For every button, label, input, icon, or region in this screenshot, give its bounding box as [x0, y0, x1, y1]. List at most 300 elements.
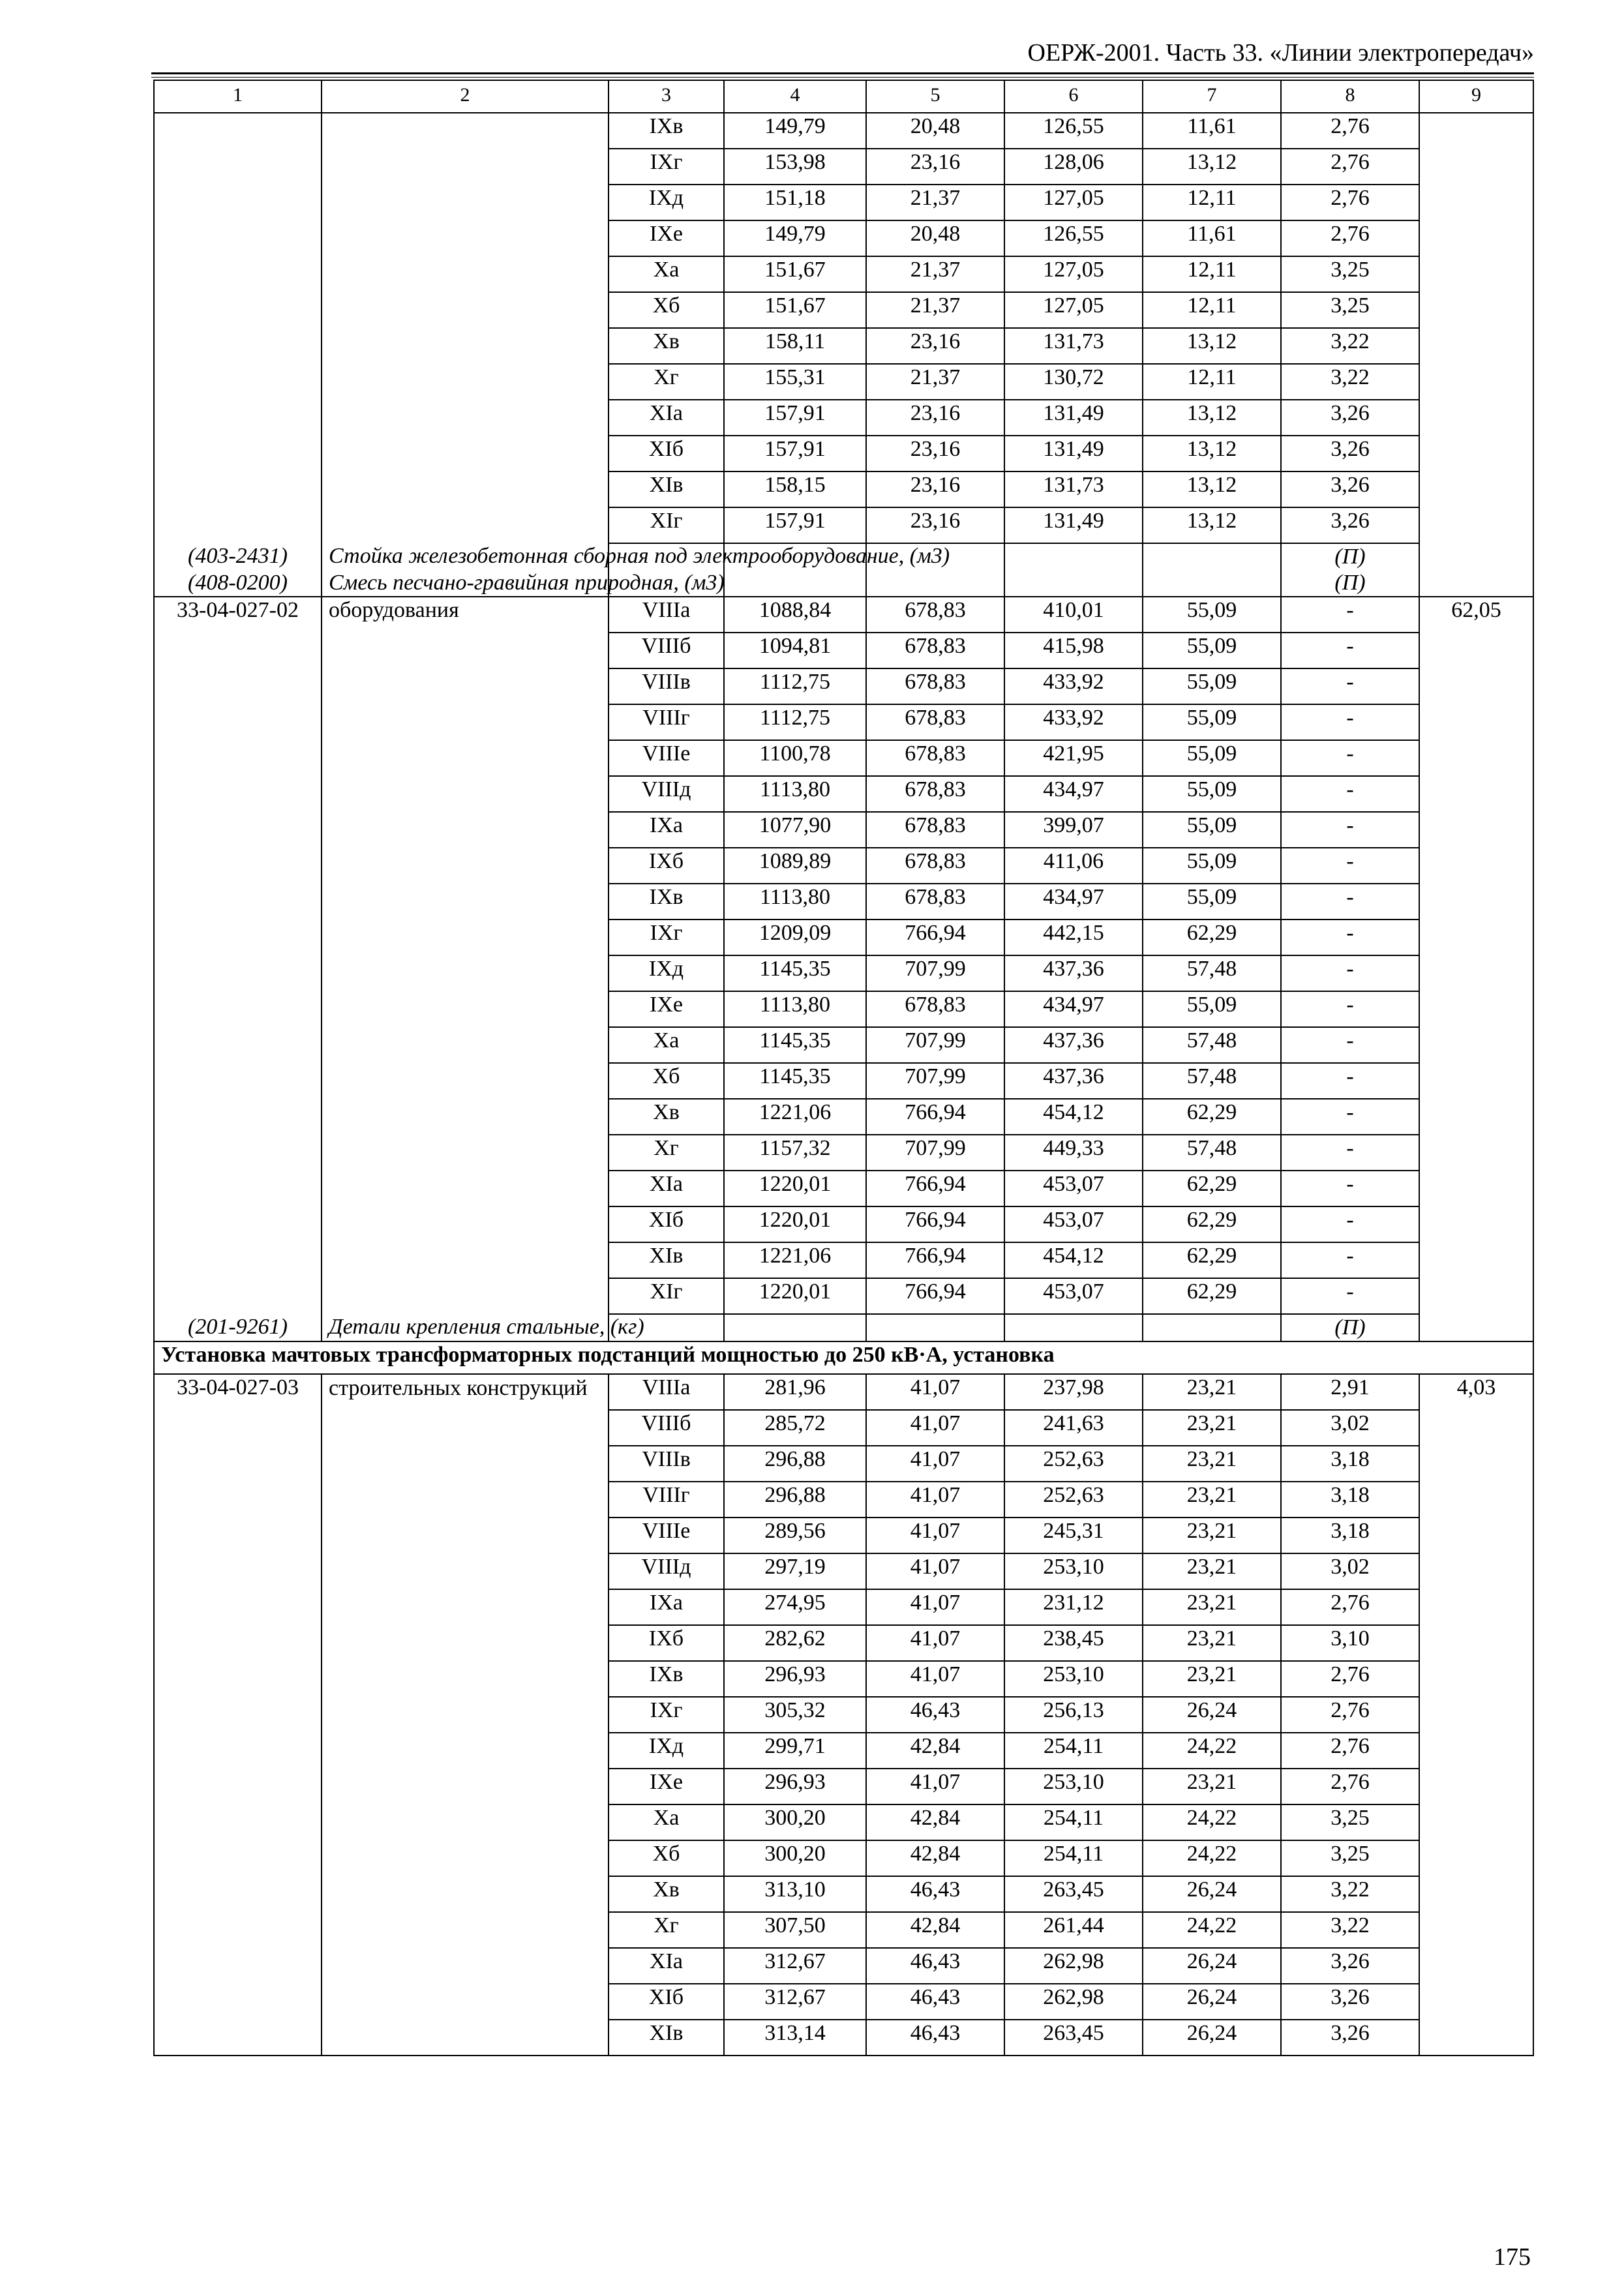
code-cell: 33-04-027-02 — [154, 597, 322, 1314]
material-cost-cell: - — [1281, 1278, 1419, 1314]
machine-cost-cell: 126,55 — [1004, 113, 1143, 149]
total-cost-cell: 300,20 — [724, 1804, 866, 1840]
wage-cost-cell: 46,43 — [866, 2020, 1004, 2056]
material-cost-cell: 3,22 — [1281, 1876, 1419, 1912]
material-cost-cell: 3,26 — [1281, 1948, 1419, 1984]
resource-name: Стойка железобетонная сборная под электрооборудование, (м3) — [322, 543, 609, 570]
resource-mark: (П) — [1281, 570, 1419, 597]
zone-code-cell: VIIIд — [609, 1553, 724, 1589]
material-cost-cell: - — [1281, 1027, 1419, 1063]
machine-cost-cell: 453,07 — [1004, 1206, 1143, 1242]
total-cost-cell: 1221,06 — [724, 1099, 866, 1135]
machinist-wage-cell: 13,12 — [1143, 436, 1281, 471]
machinist-wage-cell: 12,11 — [1143, 185, 1281, 220]
machine-cost-cell: 262,98 — [1004, 1948, 1143, 1984]
zone-code-cell: VIIIг — [609, 704, 724, 740]
zone-code-cell: IXд — [609, 185, 724, 220]
machinist-wage-cell: 13,12 — [1143, 149, 1281, 185]
total-cost-cell: 1220,01 — [724, 1206, 866, 1242]
machinist-wage-cell: 55,09 — [1143, 740, 1281, 776]
header-rule-thin — [151, 77, 1534, 78]
wage-cost-cell: 20,48 — [866, 220, 1004, 256]
total-cost-cell: 149,79 — [724, 113, 866, 149]
total-cost-cell: 296,88 — [724, 1482, 866, 1518]
total-cost-cell: 1113,80 — [724, 991, 866, 1027]
wage-cost-cell: 41,07 — [866, 1553, 1004, 1589]
wage-cost-cell: 766,94 — [866, 1171, 1004, 1206]
total-cost-cell: 157,91 — [724, 507, 866, 543]
total-cost-cell: 153,98 — [724, 149, 866, 185]
empty-cell — [1004, 570, 1143, 597]
empty-cell — [1143, 570, 1281, 597]
zone-code-cell: VIIIе — [609, 740, 724, 776]
machinist-wage-cell: 23,21 — [1143, 1374, 1281, 1410]
machinist-wage-cell: 62,29 — [1143, 1206, 1281, 1242]
material-cost-cell: 3,18 — [1281, 1518, 1419, 1553]
labor-cost-cell — [1419, 113, 1533, 597]
material-cost-cell: - — [1281, 740, 1419, 776]
column-number: 1 — [154, 80, 322, 113]
zone-code-cell: IXа — [609, 1589, 724, 1625]
wage-cost-cell: 42,84 — [866, 1912, 1004, 1948]
wage-cost-cell: 707,99 — [866, 1027, 1004, 1063]
machine-cost-cell: 127,05 — [1004, 256, 1143, 292]
wage-cost-cell: 41,07 — [866, 1374, 1004, 1410]
zone-code-cell: XIа — [609, 1171, 724, 1206]
machinist-wage-cell: 26,24 — [1143, 1697, 1281, 1733]
zone-code-cell: VIIIб — [609, 633, 724, 668]
wage-cost-cell: 766,94 — [866, 920, 1004, 955]
column-number: 4 — [724, 80, 866, 113]
material-cost-cell: 2,76 — [1281, 149, 1419, 185]
machine-cost-cell: 254,11 — [1004, 1804, 1143, 1840]
labor-cost-cell: 4,03 — [1419, 1374, 1533, 2056]
machine-cost-cell: 128,06 — [1004, 149, 1143, 185]
machine-cost-cell: 237,98 — [1004, 1374, 1143, 1410]
machine-cost-cell: 453,07 — [1004, 1171, 1143, 1206]
total-cost-cell: 1157,32 — [724, 1135, 866, 1171]
wage-cost-cell: 678,83 — [866, 848, 1004, 884]
material-cost-cell: 3,25 — [1281, 1840, 1419, 1876]
machinist-wage-cell: 23,21 — [1143, 1518, 1281, 1553]
machine-cost-cell: 252,63 — [1004, 1482, 1143, 1518]
machine-cost-cell: 411,06 — [1004, 848, 1143, 884]
empty-cell — [724, 1314, 866, 1341]
machine-cost-cell: 126,55 — [1004, 220, 1143, 256]
machinist-wage-cell: 62,29 — [1143, 1171, 1281, 1206]
zone-code-cell: XIб — [609, 436, 724, 471]
total-cost-cell: 289,56 — [724, 1518, 866, 1553]
total-cost-cell: 1094,81 — [724, 633, 866, 668]
wage-cost-cell: 21,37 — [866, 185, 1004, 220]
wage-cost-cell: 41,07 — [866, 1661, 1004, 1697]
wage-cost-cell: 678,83 — [866, 704, 1004, 740]
resource-mark: (П) — [1281, 1314, 1419, 1341]
wage-cost-cell: 21,37 — [866, 256, 1004, 292]
machinist-wage-cell: 23,21 — [1143, 1661, 1281, 1697]
material-cost-cell: 2,91 — [1281, 1374, 1419, 1410]
total-cost-cell: 1077,90 — [724, 812, 866, 848]
wage-cost-cell: 707,99 — [866, 1135, 1004, 1171]
wage-cost-cell: 23,16 — [866, 149, 1004, 185]
resource-row — [154, 543, 1533, 570]
table-row — [154, 597, 1533, 633]
material-cost-cell: 2,76 — [1281, 1661, 1419, 1697]
work-name-cell: строительных конструкций — [322, 1374, 609, 2056]
table-body — [154, 80, 1533, 2056]
section-title-row — [154, 1341, 1533, 1374]
machinist-wage-cell: 23,21 — [1143, 1482, 1281, 1518]
wage-cost-cell: 678,83 — [866, 740, 1004, 776]
total-cost-cell: 282,62 — [724, 1625, 866, 1661]
material-cost-cell: - — [1281, 991, 1419, 1027]
total-cost-cell: 1221,06 — [724, 1242, 866, 1278]
machine-cost-cell: 263,45 — [1004, 1876, 1143, 1912]
zone-code-cell: XIг — [609, 1278, 724, 1314]
wage-cost-cell: 23,16 — [866, 436, 1004, 471]
wage-cost-cell: 23,16 — [866, 328, 1004, 364]
machine-cost-cell: 253,10 — [1004, 1553, 1143, 1589]
material-cost-cell: 3,22 — [1281, 1912, 1419, 1948]
machine-cost-cell: 253,10 — [1004, 1661, 1143, 1697]
machinist-wage-cell: 26,24 — [1143, 1876, 1281, 1912]
resource-name: Смесь песчано-гравийная природная, (м3) — [322, 570, 609, 597]
machinist-wage-cell: 23,21 — [1143, 1769, 1281, 1804]
machine-cost-cell: 454,12 — [1004, 1099, 1143, 1135]
material-cost-cell: 3,10 — [1281, 1625, 1419, 1661]
material-cost-cell: 3,26 — [1281, 436, 1419, 471]
total-cost-cell: 313,10 — [724, 1876, 866, 1912]
machinist-wage-cell: 11,61 — [1143, 113, 1281, 149]
total-cost-cell: 157,91 — [724, 436, 866, 471]
total-cost-cell: 274,95 — [724, 1589, 866, 1625]
machine-cost-cell: 415,98 — [1004, 633, 1143, 668]
machinist-wage-cell: 23,21 — [1143, 1625, 1281, 1661]
zone-code-cell: VIIIг — [609, 1482, 724, 1518]
total-cost-cell: 1209,09 — [724, 920, 866, 955]
zone-code-cell: XIб — [609, 1984, 724, 2020]
total-cost-cell: 300,20 — [724, 1840, 866, 1876]
material-cost-cell: 2,76 — [1281, 1733, 1419, 1769]
total-cost-cell: 1100,78 — [724, 740, 866, 776]
wage-cost-cell: 678,83 — [866, 597, 1004, 633]
column-number: 2 — [322, 80, 609, 113]
material-cost-cell: - — [1281, 597, 1419, 633]
total-cost-cell: 307,50 — [724, 1912, 866, 1948]
machinist-wage-cell: 24,22 — [1143, 1840, 1281, 1876]
machinist-wage-cell: 12,11 — [1143, 256, 1281, 292]
zone-code-cell: VIIIв — [609, 1446, 724, 1482]
total-cost-cell: 281,96 — [724, 1374, 866, 1410]
material-cost-cell: 3,22 — [1281, 364, 1419, 400]
machine-cost-cell: 254,11 — [1004, 1840, 1143, 1876]
wage-cost-cell: 23,16 — [866, 507, 1004, 543]
machine-cost-cell: 131,73 — [1004, 471, 1143, 507]
machinist-wage-cell: 62,29 — [1143, 1278, 1281, 1314]
wage-cost-cell: 41,07 — [866, 1589, 1004, 1625]
table-row — [154, 113, 1533, 149]
wage-cost-cell: 41,07 — [866, 1625, 1004, 1661]
work-name-cell — [322, 113, 609, 543]
wage-cost-cell: 707,99 — [866, 955, 1004, 991]
resource-name: Детали крепления стальные, (кг) — [322, 1314, 609, 1341]
machine-cost-cell: 437,36 — [1004, 1027, 1143, 1063]
machine-cost-cell: 261,44 — [1004, 1912, 1143, 1948]
material-cost-cell: - — [1281, 776, 1419, 812]
zone-code-cell: IXг — [609, 920, 724, 955]
machinist-wage-cell: 13,12 — [1143, 328, 1281, 364]
machine-cost-cell: 434,97 — [1004, 776, 1143, 812]
material-cost-cell: 2,76 — [1281, 220, 1419, 256]
machine-cost-cell: 254,11 — [1004, 1733, 1143, 1769]
wage-cost-cell: 46,43 — [866, 1697, 1004, 1733]
machinist-wage-cell: 55,09 — [1143, 668, 1281, 704]
zone-code-cell: XIб — [609, 1206, 724, 1242]
material-cost-cell: 3,22 — [1281, 328, 1419, 364]
zone-code-cell: VIIIв — [609, 668, 724, 704]
total-cost-cell: 296,93 — [724, 1769, 866, 1804]
zone-code-cell: Xг — [609, 1135, 724, 1171]
machine-cost-cell: 131,49 — [1004, 507, 1143, 543]
machine-cost-cell: 131,73 — [1004, 328, 1143, 364]
material-cost-cell: 3,02 — [1281, 1410, 1419, 1446]
wage-cost-cell: 46,43 — [866, 1876, 1004, 1912]
total-cost-cell: 1089,89 — [724, 848, 866, 884]
zone-code-cell: Xб — [609, 292, 724, 328]
machinist-wage-cell: 23,21 — [1143, 1589, 1281, 1625]
labor-cost-cell: 62,05 — [1419, 597, 1533, 1341]
total-cost-cell: 151,67 — [724, 292, 866, 328]
zone-code-cell: XIа — [609, 1948, 724, 1984]
machinist-wage-cell: 26,24 — [1143, 1984, 1281, 2020]
zone-code-cell: IXд — [609, 955, 724, 991]
machinist-wage-cell: 57,48 — [1143, 1027, 1281, 1063]
machine-cost-cell: 241,63 — [1004, 1410, 1143, 1446]
machinist-wage-cell: 26,24 — [1143, 1948, 1281, 1984]
total-cost-cell: 1113,80 — [724, 884, 866, 920]
zone-code-cell: Xа — [609, 1027, 724, 1063]
machine-cost-cell: 263,45 — [1004, 2020, 1143, 2056]
zone-code-cell: Xа — [609, 1804, 724, 1840]
zone-code-cell: IXд — [609, 1733, 724, 1769]
machinist-wage-cell: 23,21 — [1143, 1553, 1281, 1589]
material-cost-cell: 3,25 — [1281, 1804, 1419, 1840]
column-number: 7 — [1143, 80, 1281, 113]
zone-code-cell: IXб — [609, 848, 724, 884]
wage-cost-cell: 41,07 — [866, 1482, 1004, 1518]
material-cost-cell: 3,25 — [1281, 292, 1419, 328]
zone-code-cell: IXб — [609, 1625, 724, 1661]
code-cell: 33-04-027-03 — [154, 1374, 322, 2056]
column-number: 6 — [1004, 80, 1143, 113]
wage-cost-cell: 21,37 — [866, 364, 1004, 400]
total-cost-cell: 297,19 — [724, 1553, 866, 1589]
zone-code-cell: Xб — [609, 1840, 724, 1876]
machine-cost-cell: 449,33 — [1004, 1135, 1143, 1171]
total-cost-cell: 155,31 — [724, 364, 866, 400]
machinist-wage-cell: 12,11 — [1143, 364, 1281, 400]
material-cost-cell: - — [1281, 1099, 1419, 1135]
machine-cost-cell: 131,49 — [1004, 436, 1143, 471]
total-cost-cell: 312,67 — [724, 1984, 866, 2020]
material-cost-cell: - — [1281, 884, 1419, 920]
material-cost-cell: - — [1281, 1242, 1419, 1278]
total-cost-cell: 1112,75 — [724, 704, 866, 740]
material-cost-cell: - — [1281, 1063, 1419, 1099]
machine-cost-cell: 437,36 — [1004, 955, 1143, 991]
page-number: 175 — [1494, 2243, 1531, 2271]
material-cost-cell: - — [1281, 1135, 1419, 1171]
zone-code-cell: IXг — [609, 1697, 724, 1733]
total-cost-cell: 312,67 — [724, 1948, 866, 1984]
machine-cost-cell: 238,45 — [1004, 1625, 1143, 1661]
material-cost-cell: 2,76 — [1281, 1769, 1419, 1804]
machine-cost-cell: 399,07 — [1004, 812, 1143, 848]
resource-row — [154, 570, 1533, 597]
column-number: 5 — [866, 80, 1004, 113]
wage-cost-cell: 20,48 — [866, 113, 1004, 149]
total-cost-cell: 149,79 — [724, 220, 866, 256]
material-cost-cell: 2,76 — [1281, 1697, 1419, 1733]
zone-code-cell: IXв — [609, 1661, 724, 1697]
machine-cost-cell: 433,92 — [1004, 668, 1143, 704]
zone-code-cell: IXа — [609, 812, 724, 848]
wage-cost-cell: 42,84 — [866, 1804, 1004, 1840]
material-cost-cell: 3,25 — [1281, 256, 1419, 292]
total-cost-cell: 296,88 — [724, 1446, 866, 1482]
zone-code-cell: Xв — [609, 328, 724, 364]
material-cost-cell: - — [1281, 668, 1419, 704]
machinist-wage-cell: 24,22 — [1143, 1912, 1281, 1948]
resource-mark: (П) — [1281, 543, 1419, 570]
material-cost-cell: 2,76 — [1281, 113, 1419, 149]
material-cost-cell: - — [1281, 1206, 1419, 1242]
wage-cost-cell: 41,07 — [866, 1410, 1004, 1446]
total-cost-cell: 1220,01 — [724, 1171, 866, 1206]
material-cost-cell: 2,76 — [1281, 185, 1419, 220]
zone-code-cell: VIIIа — [609, 597, 724, 633]
zone-code-cell: Xв — [609, 1099, 724, 1135]
wage-cost-cell: 41,07 — [866, 1518, 1004, 1553]
wage-cost-cell: 42,84 — [866, 1840, 1004, 1876]
total-cost-cell: 299,71 — [724, 1733, 866, 1769]
wage-cost-cell: 766,94 — [866, 1099, 1004, 1135]
machinist-wage-cell: 13,12 — [1143, 400, 1281, 436]
total-cost-cell: 157,91 — [724, 400, 866, 436]
machinist-wage-cell: 23,21 — [1143, 1446, 1281, 1482]
machine-cost-cell: 434,97 — [1004, 884, 1143, 920]
wage-cost-cell: 46,43 — [866, 1948, 1004, 1984]
page-header-title: ОЕРЖ-2001. Часть 33. «Линии электропередач» — [1027, 39, 1534, 67]
column-number: 9 — [1419, 80, 1533, 113]
zone-code-cell: IXе — [609, 220, 724, 256]
total-cost-cell: 313,14 — [724, 2020, 866, 2056]
code-cell — [154, 113, 322, 543]
total-cost-cell: 158,15 — [724, 471, 866, 507]
machinist-wage-cell: 13,12 — [1143, 471, 1281, 507]
material-cost-cell: - — [1281, 633, 1419, 668]
total-cost-cell: 1112,75 — [724, 668, 866, 704]
machine-cost-cell: 231,12 — [1004, 1589, 1143, 1625]
column-number: 3 — [609, 80, 724, 113]
machine-cost-cell: 421,95 — [1004, 740, 1143, 776]
machine-cost-cell: 256,13 — [1004, 1697, 1143, 1733]
zone-code-cell: XIв — [609, 1242, 724, 1278]
machine-cost-cell: 454,12 — [1004, 1242, 1143, 1278]
total-cost-cell: 1088,84 — [724, 597, 866, 633]
header-rule — [151, 72, 1534, 74]
machinist-wage-cell: 26,24 — [1143, 2020, 1281, 2056]
machinist-wage-cell: 62,29 — [1143, 1099, 1281, 1135]
wage-cost-cell: 678,83 — [866, 991, 1004, 1027]
wage-cost-cell: 678,83 — [866, 633, 1004, 668]
machinist-wage-cell: 55,09 — [1143, 884, 1281, 920]
zone-code-cell: XIв — [609, 471, 724, 507]
machinist-wage-cell: 57,48 — [1143, 955, 1281, 991]
machinist-wage-cell: 55,09 — [1143, 848, 1281, 884]
wage-cost-cell: 766,94 — [866, 1278, 1004, 1314]
zone-code-cell: XIв — [609, 2020, 724, 2056]
zone-code-cell: VIIIе — [609, 1518, 724, 1553]
zone-code-cell: VIIIа — [609, 1374, 724, 1410]
wage-cost-cell: 23,16 — [866, 471, 1004, 507]
total-cost-cell: 151,18 — [724, 185, 866, 220]
machine-cost-cell: 433,92 — [1004, 704, 1143, 740]
machinist-wage-cell: 55,09 — [1143, 991, 1281, 1027]
column-number-row — [154, 80, 1533, 113]
total-cost-cell: 1145,35 — [724, 1027, 866, 1063]
machine-cost-cell: 127,05 — [1004, 185, 1143, 220]
machine-cost-cell: 410,01 — [1004, 597, 1143, 633]
empty-cell — [1143, 543, 1281, 570]
empty-cell — [1143, 1314, 1281, 1341]
material-cost-cell: 3,26 — [1281, 1984, 1419, 2020]
machinist-wage-cell: 62,29 — [1143, 1242, 1281, 1278]
machinist-wage-cell: 55,09 — [1143, 633, 1281, 668]
machine-cost-cell: 434,97 — [1004, 991, 1143, 1027]
total-cost-cell: 305,32 — [724, 1697, 866, 1733]
machine-cost-cell: 442,15 — [1004, 920, 1143, 955]
machinist-wage-cell: 55,09 — [1143, 812, 1281, 848]
material-cost-cell: 3,26 — [1281, 471, 1419, 507]
material-cost-cell: - — [1281, 920, 1419, 955]
total-cost-cell: 1145,35 — [724, 1063, 866, 1099]
wage-cost-cell: 678,83 — [866, 776, 1004, 812]
empty-cell — [866, 570, 1004, 597]
wage-cost-cell: 766,94 — [866, 1242, 1004, 1278]
empty-cell — [1004, 1314, 1143, 1341]
resource-code: (403-2431) — [154, 543, 322, 570]
machine-cost-cell: 245,31 — [1004, 1518, 1143, 1553]
wage-cost-cell: 766,94 — [866, 1206, 1004, 1242]
zone-code-cell: IXг — [609, 149, 724, 185]
wage-cost-cell: 23,16 — [866, 400, 1004, 436]
machine-cost-cell: 453,07 — [1004, 1278, 1143, 1314]
material-cost-cell: 3,26 — [1281, 507, 1419, 543]
material-cost-cell: - — [1281, 1171, 1419, 1206]
zone-code-cell: VIIIб — [609, 1410, 724, 1446]
total-cost-cell: 151,67 — [724, 256, 866, 292]
machine-cost-cell: 262,98 — [1004, 1984, 1143, 2020]
machinist-wage-cell: 23,21 — [1143, 1410, 1281, 1446]
material-cost-cell: - — [1281, 704, 1419, 740]
total-cost-cell: 1220,01 — [724, 1278, 866, 1314]
machine-cost-cell: 437,36 — [1004, 1063, 1143, 1099]
zone-code-cell: IXе — [609, 991, 724, 1027]
zone-code-cell: Xб — [609, 1063, 724, 1099]
machinist-wage-cell: 62,29 — [1143, 920, 1281, 955]
zone-code-cell: Xг — [609, 1912, 724, 1948]
